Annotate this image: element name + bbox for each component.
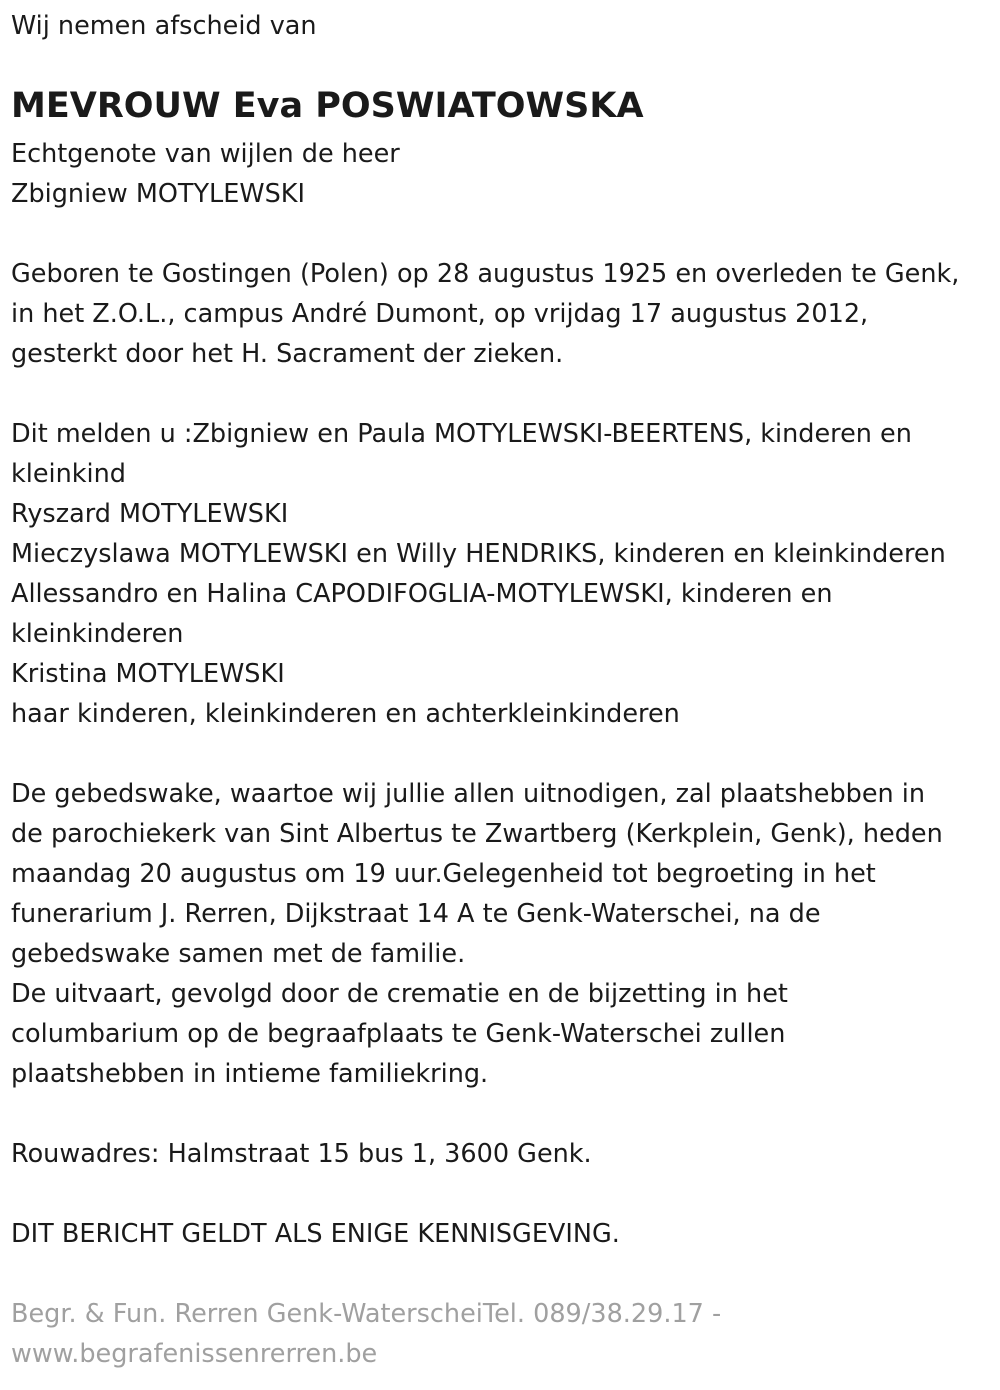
family-line: Kristina MOTYLEWSKI (11, 659, 285, 689)
ceremony-line: De uitvaart, gevolgd door de crematie en de bijzetting in het (11, 979, 788, 1009)
ceremony-line: De gebedswake, waartoe wij jullie allen uitnodigen, zal plaatshebben in (11, 779, 926, 809)
funeral-home-website: www.begrafenissenrerren.be (11, 1339, 378, 1369)
birth-death-block (11, 254, 959, 374)
funeral-home-contact: Begr. & Fun. Rerren Genk-WaterscheiTel. 089/38.29.17 - (11, 1299, 722, 1329)
ceremony-line: columbarium op de begraafplaats te Genk-Waterschei zullen (11, 1019, 786, 1049)
ceremony-line: funerarium J. Rerren, Dijkstraat 14 A te Genk-Waterschei, na de (11, 899, 821, 929)
birth-death-line: gesterkt door het H. Sacrament der zieken. (11, 339, 564, 369)
ceremony-block (11, 774, 943, 1094)
spouse-line: Zbigniew MOTYLEWSKI (11, 179, 306, 209)
ceremony-line: maandag 20 augustus om 19 uur.Gelegenheid tot begroeting in het (11, 859, 876, 889)
family-line: haar kinderen, kleinkinderen en achterkleinkinderen (11, 699, 680, 729)
birth-death-line: in het Z.O.L., campus André Dumont, op vrijdag 17 augustus 2012, (11, 299, 869, 329)
deceased-name: MEVROUW Eva POSWIATOWSKA (11, 86, 644, 126)
family-line: Allessandro en Halina CAPODIFOGLIA-MOTYLEWSKI, kinderen en (11, 579, 833, 609)
funeral-home-footer (11, 1294, 721, 1374)
spouse-block (11, 134, 400, 214)
family-line: kleinkinderen (11, 619, 184, 649)
official-notice-line: DIT BERICHT GELDT ALS ENIGE KENNISGEVING. (11, 1219, 620, 1249)
family-line: Mieczyslawa MOTYLEWSKI en Willy HENDRIKS, kinderen en kleinkinderen (11, 539, 946, 569)
family-line: Dit melden u :Zbigniew en Paula MOTYLEWSKI-BEERTENS, kinderen en (11, 419, 912, 449)
address-line: Rouwadres: Halmstraat 15 bus 1, 3600 Genk. (11, 1139, 592, 1169)
ceremony-line: gebedswake samen met de familie. (11, 939, 466, 969)
family-line: Ryszard MOTYLEWSKI (11, 499, 289, 529)
official-notice (11, 1214, 620, 1254)
birth-death-line: Geboren te Gostingen (Polen) op 28 augustus 1925 en overleden te Genk, (11, 259, 960, 289)
ceremony-line: plaatshebben in intieme familiekring. (11, 1059, 489, 1089)
spouse-line: Echtgenote van wijlen de heer (11, 139, 400, 169)
family-line: kleinkind (11, 459, 126, 489)
intro-text: Wij nemen afscheid van (11, 11, 317, 41)
family-block (11, 414, 946, 734)
mourning-address (11, 1134, 592, 1174)
ceremony-line: de parochiekerk van Sint Albertus te Zwartberg (Kerkplein, Genk), heden (11, 819, 943, 849)
